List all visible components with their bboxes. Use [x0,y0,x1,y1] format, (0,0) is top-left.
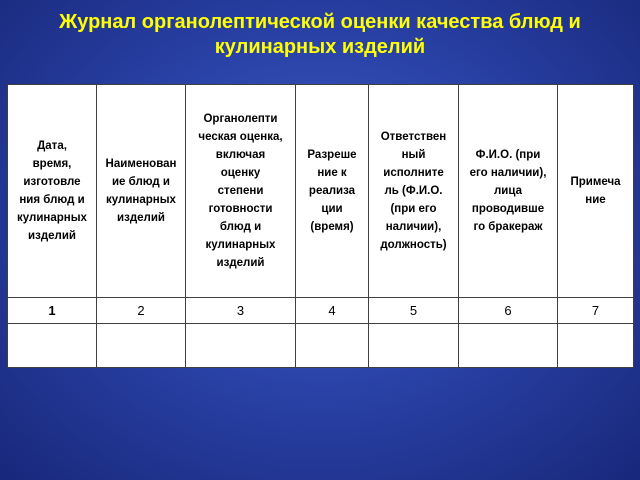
table-cell [296,324,369,368]
header-date-time: Дата, время, изготовле ния блюд и кулинарных изделий [8,85,97,298]
header-organoleptic-evaluation: Органолепти ческая оценка, включая оценку степени готовности блюд и кулинарных изделий [186,85,296,298]
column-number: 6 [459,298,558,324]
column-number: 5 [369,298,459,324]
table-cell [186,324,296,368]
title-line-1: Журнал органолептической оценки качества блюд и [59,11,581,33]
table-cell [8,324,97,368]
header-dish-name: Наименован ие блюд и кулинарных изделий [97,85,186,298]
journal-table [7,84,634,368]
page-title [0,10,640,60]
column-number: 4 [296,298,369,324]
table-cell [459,324,558,368]
title-line-2: кулинарных изделий [214,36,426,58]
header-row [8,85,634,298]
table-cell [97,324,186,368]
column-number: 1 [8,298,97,324]
header-responsible-person: Ответствен ный исполните ль (Ф.И.О. (при его наличии), должность) [369,85,459,298]
column-number-row [8,298,634,324]
empty-entry-row [8,324,634,368]
header-inspector-name: Ф.И.О. (при его наличии), лица проводивше го бракераж [459,85,558,298]
column-number: 7 [558,298,634,324]
table-cell [369,324,459,368]
header-note: Примеча ние [558,85,634,298]
header-sale-permission: Разреше ние к реализа ции (время) [296,85,369,298]
column-number: 3 [186,298,296,324]
table-cell [558,324,634,368]
column-number: 2 [97,298,186,324]
